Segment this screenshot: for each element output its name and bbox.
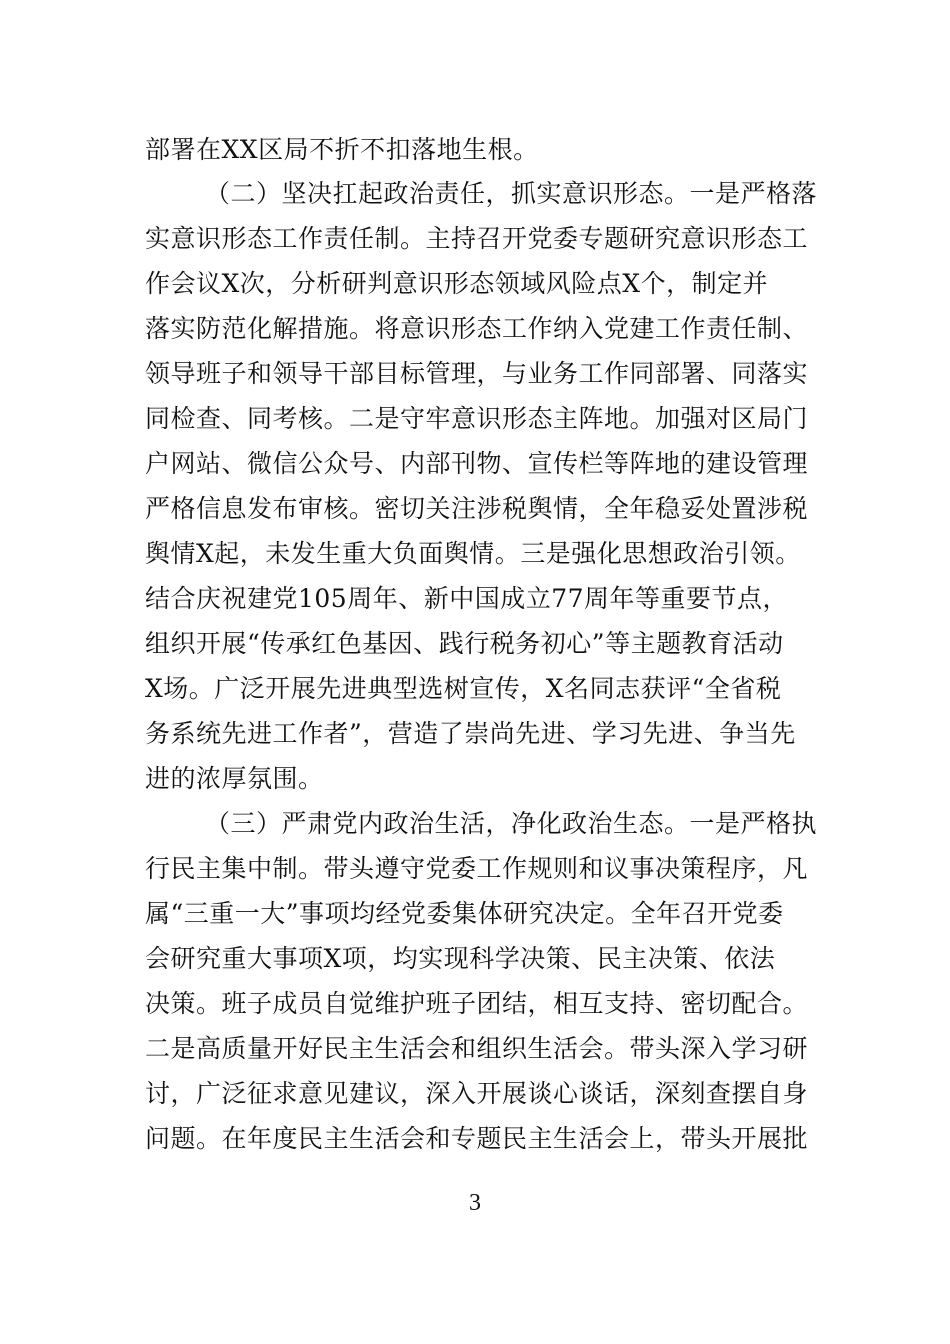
paragraph-line: 同检查、同考核。二是守牢意识形态主阵地。加强对区局门 <box>145 404 809 433</box>
paragraph-line: 进的浓厚氛围。 <box>145 764 324 793</box>
page-number: 3 <box>469 1190 481 1216</box>
paragraph-line: 舆情X起，未发生重大负面舆情。三是强化思想政治引领。 <box>145 539 801 568</box>
paragraph-line: 结合庆祝建党105周年、新中国成立77周年等重要节点， <box>145 584 789 613</box>
paragraph-line: 务系统先进工作者”，营造了崇尚先进、学习先进、争当先 <box>145 719 796 748</box>
paragraph-line: 领导班子和领导干部目标管理，与业务工作同部署、同落实 <box>145 359 809 388</box>
section-heading-line: （三）严肃党内政治生活，净化政治生态。一是严格执 <box>205 809 818 838</box>
paragraph-line: 行民主集中制。带头遵守党委工作规则和议事决策程序，凡 <box>145 854 809 883</box>
paragraph-line: 落实防范化解措施。将意识形态工作纳入党建工作责任制、 <box>145 314 809 343</box>
paragraph-line: X场。广泛开展先进典型选树宣传，X名同志获评“全省税 <box>145 674 782 703</box>
paragraph-line: 问题。在年度民主生活会和专题民主生活会上，带头开展批 <box>145 1124 809 1153</box>
paragraph-line: 严格信息发布审核。密切关注涉税舆情，全年稳妥处置涉税 <box>145 494 809 523</box>
paragraph-line: 讨，广泛征求意见建议，深入开展谈心谈话，深刻查摆自身 <box>145 1079 809 1108</box>
section-heading-line: （二）坚决扛起政治责任，抓实意识形态。一是严格落 <box>205 179 818 208</box>
paragraph-line: 会研究重大事项X项，均实现科学决策、民主决策、依法 <box>145 944 776 973</box>
paragraph-line: 决策。班子成员自觉维护班子团结，相互支持、密切配合。 <box>145 989 809 1018</box>
paragraph-line: 组织开展“传承红色基因、践行税务初心”等主题教育活动 <box>145 629 784 658</box>
paragraph-line: 户网站、微信公众号、内部刊物、宣传栏等阵地的建设管理 <box>145 449 809 478</box>
paragraph-line: 二是高质量开好民主生活会和组织生活会。带头深入学习研 <box>145 1034 809 1063</box>
paragraph-line: 部署在XX区局不折不扣落地生根。 <box>145 135 539 164</box>
paragraph-line: 实意识形态工作责任制。主持召开党委专题研究意识形态工 <box>145 224 809 253</box>
paragraph-line: 属“三重一大”事项均经党委集体研究决定。全年召开党委 <box>145 899 784 928</box>
paragraph-line: 作会议X次，分析研判意识形态领域风险点X个，制定并 <box>145 269 769 298</box>
